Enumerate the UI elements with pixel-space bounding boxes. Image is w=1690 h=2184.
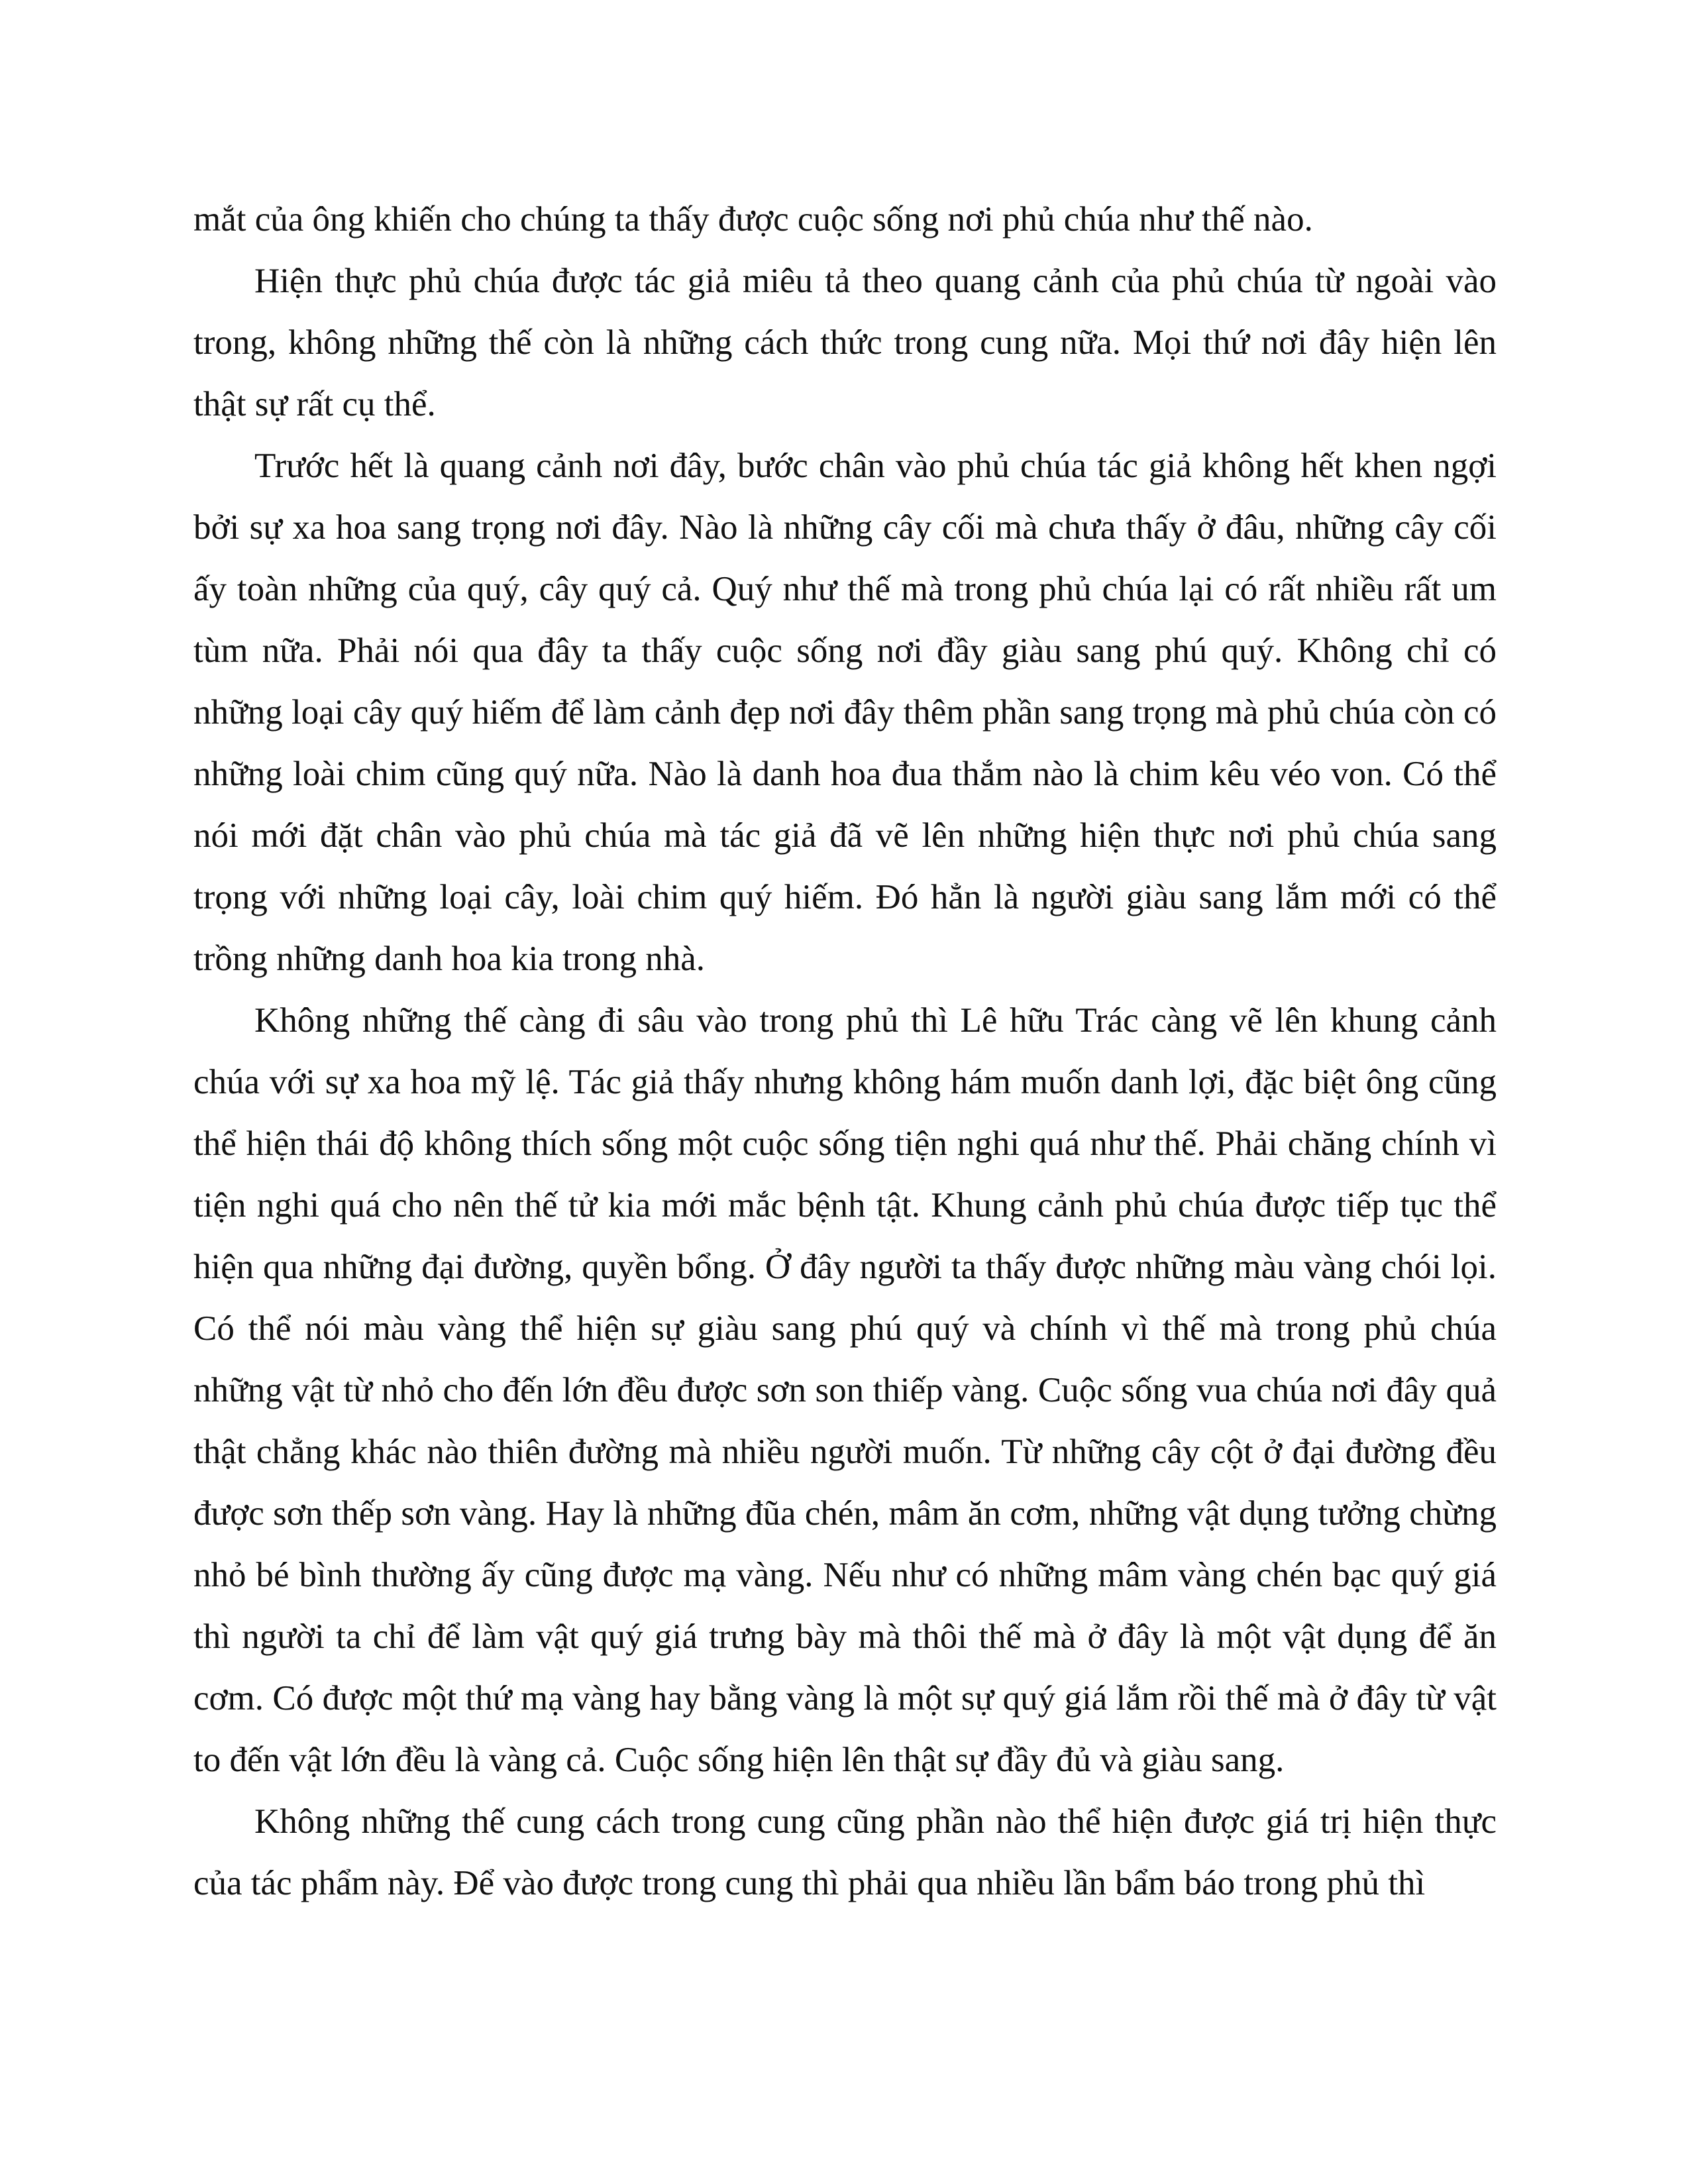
paragraph-1: mắt của ông khiến cho chúng ta thấy được cuộc sống nơi phủ chúa như thế nào. <box>193 200 1313 239</box>
paragraph-5: Không những thế cung cách trong cung cũng phần nào thể hiện được giá trị hiện thực của tác phẩm này. Để vào được trong cung thì phải qua nhiều lần bẩm báo trong phủ thì <box>193 1802 1497 1902</box>
paragraph-4: Không những thế càng đi sâu vào trong phủ thì Lê hữu Trác càng vẽ lên khung cảnh chúa với sự xa hoa mỹ lệ. Tác giả thấy nhưng không hám muốn danh lợi, đặc biệt ông cũng thể hiện thái độ không thích sống một cuộc sống tiện nghi quá như thế. Phải chăng chính vì tiện nghi quá cho nên thế tử kia mới mắc bệnh tật. Khung cảnh phủ chúa được tiếp tục thể hiện qua những đại đường, quyền bổng. Ở đây người ta thấy được những màu vàng chói lọi. Có thể nói màu vàng thể hiện sự giàu sang phú quý và chính vì thế mà trong phủ chúa những vật từ nhỏ cho đến lớn đều được sơn son thiếp vàng. Cuộc sống vua chúa nơi đây quả thật chẳng khác nào thiên đường mà nhiều người muốn. Từ những cây cột ở đại đường đều được sơn thếp sơn vàng. Hay là những đũa chén, mâm ăn cơm, những vật dụng tưởng chừng nhỏ bé bình thường ấy cũng được mạ vàng. Nếu như có những mâm vàng chén bạc quý giá thì người ta chỉ để làm vật quý giá trưng bày mà thôi thế mà ở đây là một vật dụng để ăn cơm. Có được một thứ mạ vàng hay bằng vàng là một sự quý giá lắm rồi thế mà ở đây từ vật to đến vật lớn đều là vàng cả. Cuộc sống hiện lên thật sự đầy đủ và giàu sang. <box>193 1001 1497 1779</box>
paragraph-3: Trước hết là quang cảnh nơi đây, bước chân vào phủ chúa tác giả không hết khen ngợi bởi sự xa hoa sang trọng nơi đây. Nào là những cây cối mà chưa thấy ở đâu, những cây cối ấy toàn những của quý, cây quý cả. Quý như thế mà trong phủ chúa lại có rất nhiều rất um tùm nữa. Phải nói qua đây ta thấy cuộc sống nơi đầy giàu sang phú quý. Không chỉ có những loại cây quý hiếm để làm cảnh đẹp nơi đây thêm phần sang trọng mà phủ chúa còn có những loài chim cũng quý nữa. Nào là danh hoa đua thắm nào là chim kêu véo von. Có thể nói mới đặt chân vào phủ chúa mà tác giả đã vẽ lên những hiện thực nơi phủ chúa sang trọng với những loại cây, loài chim quý hiếm. Đó hẳn là người giàu sang lắm mới có thể trồng những danh hoa kia trong nhà. <box>193 447 1497 978</box>
document-body <box>193 189 1497 1914</box>
paragraph-2: Hiện thực phủ chúa được tác giả miêu tả theo quang cảnh của phủ chúa từ ngoài vào trong, không những thế còn là những cách thức trong cung nữa. Mọi thứ nơi đây hiện lên thật sự rất cụ thể. <box>193 262 1497 423</box>
